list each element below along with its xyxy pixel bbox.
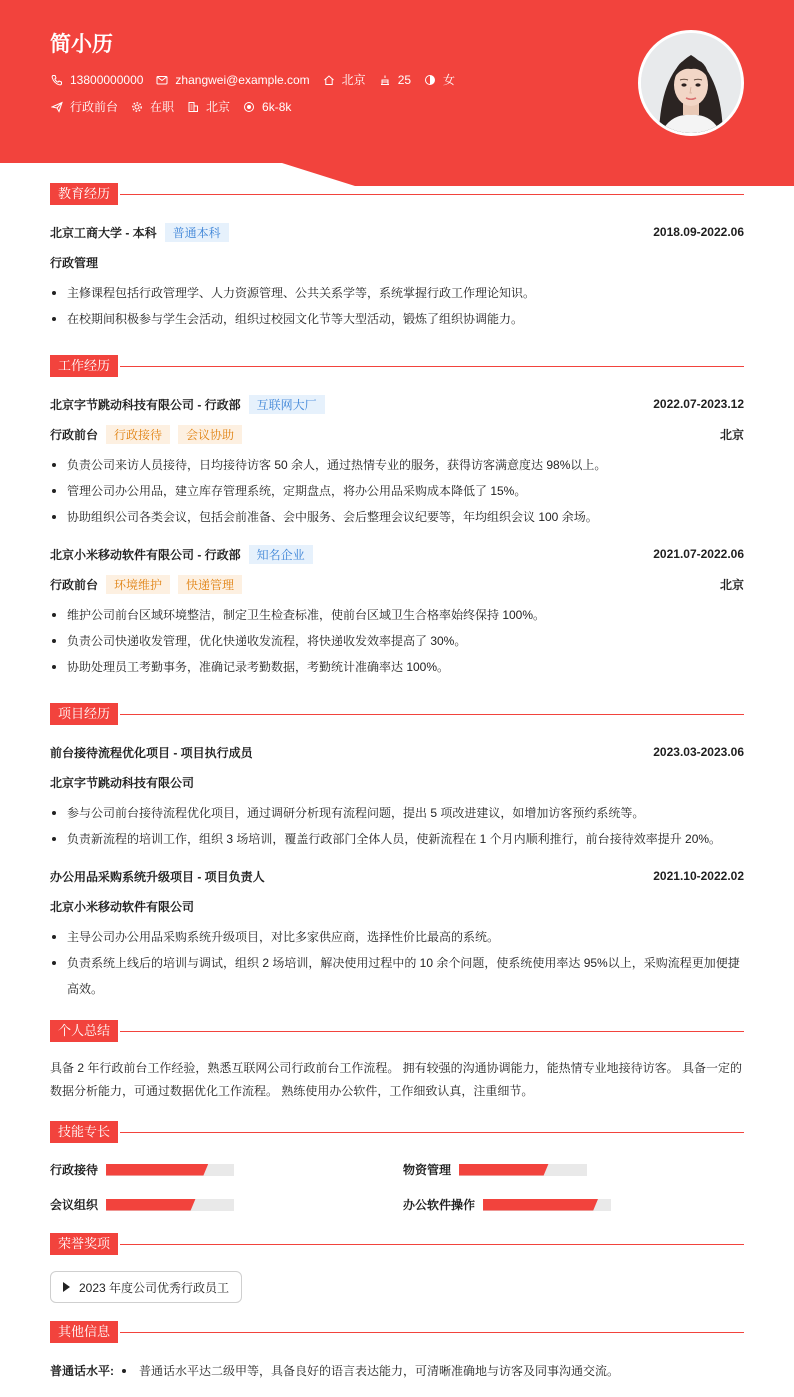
- education-entry-header: [50, 223, 744, 241]
- section-title: 其他信息: [50, 1321, 118, 1343]
- skill-bar: [106, 1164, 234, 1176]
- home-icon: [322, 73, 336, 87]
- skill-bar: [459, 1164, 587, 1176]
- skill-bar: [106, 1199, 234, 1211]
- job-date: 2021.07-2022.06: [653, 547, 744, 561]
- phone-info: [50, 73, 143, 87]
- skill-name: 物资管理: [403, 1163, 452, 1177]
- target-position: 行政前台: [70, 100, 119, 114]
- job-entry-header: [50, 395, 744, 413]
- award-name: 2023 年度公司优秀行政员工: [79, 1280, 230, 1295]
- skill-tag: 快递管理: [178, 575, 242, 594]
- job-role-row: [50, 425, 744, 443]
- section-header: [50, 1020, 744, 1042]
- skill-item: [403, 1163, 744, 1176]
- portrait-image: [641, 33, 741, 133]
- status-info: [130, 98, 174, 115]
- skills-section: [50, 1121, 744, 1211]
- section-title: 个人总结: [50, 1020, 118, 1042]
- section-header: [50, 183, 744, 205]
- skill-bar-fill: [106, 1199, 196, 1211]
- list-item: 负责公司来访人员接待，日均接待访客 50 余人，通过热情专业的服务，获得访客满意度达 98%以上。: [50, 452, 744, 478]
- job-bullets: [50, 602, 744, 680]
- project-bullets: [50, 800, 744, 852]
- target-city: 北京: [206, 100, 231, 114]
- city-info: [322, 71, 366, 88]
- section-header: [50, 1321, 744, 1343]
- skill-item: [403, 1198, 744, 1211]
- project-date: 2021.10-2022.02: [653, 869, 744, 883]
- skill-name: 会议组织: [50, 1198, 99, 1212]
- project-name: 前台接待流程优化项目 - 项目执行成员: [50, 745, 253, 760]
- section-header: [50, 703, 744, 725]
- section-divider: [120, 366, 744, 367]
- phone-icon: [50, 73, 64, 87]
- job-intent-row: [50, 98, 303, 115]
- play-icon: [63, 1282, 70, 1292]
- awards-section: [50, 1233, 744, 1303]
- project-entry-header: [50, 743, 744, 761]
- mail-icon: [155, 73, 169, 87]
- expected-salary: 6k-8k: [262, 99, 292, 114]
- list-item: 负责公司快递收发管理，优化快递收发流程，将快递收发效率提高了 30%。: [50, 628, 744, 654]
- avatar: [638, 30, 744, 136]
- gear-icon: [130, 100, 144, 114]
- position-info: [50, 98, 118, 115]
- school-name: 北京工商大学 - 本科: [50, 225, 157, 240]
- building-icon: [186, 100, 200, 114]
- other-info-value: 普通话水平达二级甲等，具备良好的语言表达能力，可清晰准确地与访客及同事沟通交流。: [139, 1364, 620, 1378]
- section-title: 工作经历: [50, 355, 118, 377]
- summary-section: [50, 1020, 744, 1103]
- job-role: 行政前台: [50, 577, 99, 592]
- city: 北京: [341, 73, 366, 87]
- list-item: 协助处理员工考勤事务，准确记录考勤数据，考勤统计准确率达 100%。: [50, 654, 744, 680]
- project-company: 北京小米移动软件有限公司: [50, 899, 195, 914]
- section-divider: [120, 194, 744, 195]
- list-item: 在校期间积极参与学生会活动，组织过校园文化节等大型活动，锻炼了组织协调能力。: [50, 306, 744, 332]
- skill-bar-fill: [106, 1164, 208, 1176]
- gender-icon: [423, 73, 437, 87]
- skill-item: [50, 1198, 403, 1211]
- project-entry-header: [50, 867, 744, 885]
- education-section: [50, 183, 744, 332]
- section-divider: [120, 1332, 744, 1333]
- company-name: 北京字节跳动科技有限公司 - 行政部: [50, 397, 241, 412]
- other-section: [50, 1321, 744, 1379]
- company-tag: 知名企业: [249, 545, 313, 564]
- job-bullets: [50, 452, 744, 530]
- skill-bar-fill: [459, 1164, 549, 1176]
- contact-row: [50, 71, 467, 88]
- education-bullets: [50, 280, 744, 332]
- section-divider: [120, 1244, 744, 1245]
- list-item: 负责新流程的培训工作，组织 3 场培训，覆盖行政部门全体人员，使新流程在 1 个月内顺利推行，前台接待效率提升 20%。: [50, 826, 744, 852]
- list-item: 协助组织公司各类会议，包括会前准备、会中服务、会后整理会议纪要等，年均组织会议 100 余场。: [50, 504, 744, 530]
- list-item: 管理公司办公用品，建立库存管理系统，定期盘点，将办公用品采购成本降低了 15%。: [50, 478, 744, 504]
- section-header: [50, 355, 744, 377]
- phone-number: 13800000000: [70, 72, 144, 87]
- job-location: 北京: [719, 427, 744, 442]
- list-item: 维护公司前台区域环境整洁，制定卫生检查标准，使前台区域卫生合格率始终保持 100%。: [50, 602, 744, 628]
- section-title: 技能专长: [50, 1121, 118, 1143]
- skill-bar: [483, 1199, 611, 1211]
- list-item: 主导公司办公用品采购系统升级项目，对比多家供应商，选择性价比最高的系统。: [50, 924, 744, 950]
- email-address: zhangwei@example.com: [175, 72, 310, 87]
- work-section: [50, 355, 744, 680]
- resume-header: [0, 0, 794, 186]
- section-title: 项目经历: [50, 703, 118, 725]
- project-date: 2023.03-2023.06: [653, 745, 744, 759]
- summary-text: 具备 2 年行政前台工作经验，熟悉互联网公司行政前台工作流程。 拥有较强的沟通协调能力，能热情专业地接待访客。 具备一定的数据分析能力，可通过数据优化工作流程。 熟练使用办公软件，工作细致认真，注重细节。: [50, 1061, 743, 1098]
- skill-name: 办公软件操作: [403, 1198, 476, 1212]
- age-icon: [378, 73, 392, 87]
- other-info-item: [50, 1362, 744, 1379]
- section-title: 荣誉奖项: [50, 1233, 118, 1255]
- section-divider: [120, 1031, 744, 1032]
- gender: 女: [443, 73, 456, 87]
- salary-info: [242, 100, 291, 114]
- education-date: 2018.09-2022.06: [653, 225, 744, 239]
- send-icon: [50, 100, 64, 114]
- skill-tag: 会议协助: [178, 425, 242, 444]
- section-header: [50, 1233, 744, 1255]
- company-name: 北京小米移动软件有限公司 - 行政部: [50, 547, 241, 562]
- school-tag: 普通本科: [165, 223, 229, 242]
- project-company: 北京字节跳动科技有限公司: [50, 775, 195, 790]
- section-divider: [120, 714, 744, 715]
- list-item: 负责系统上线后的培训与调试，组织 2 场培训，解决使用过程中的 10 余个问题，使系统使用率达 95%以上，采购流程更加便捷高效。: [50, 950, 744, 1002]
- projects-section: [50, 703, 744, 1002]
- job-role-row: [50, 575, 744, 593]
- section-divider: [120, 1132, 744, 1133]
- job-role: 行政前台: [50, 427, 99, 442]
- job-status: 在职: [150, 100, 175, 114]
- project-bullets: [50, 924, 744, 1002]
- major: 行政管理: [50, 255, 99, 270]
- list-item: 主修课程包括行政管理学、人力资源管理、公共关系学等，系统掌握行政工作理论知识。: [50, 280, 744, 306]
- list-item: 参与公司前台接待流程优化项目，通过调研分析现有流程问题，提出 5 项改进建议，如增加访客预约系统等。: [50, 800, 744, 826]
- skill-tag: 环境维护: [106, 575, 170, 594]
- other-info-key: 普通话水平:: [50, 1364, 114, 1378]
- target-icon: [242, 100, 256, 114]
- job-entry-header: [50, 545, 744, 563]
- skill-tag: 行政接待: [106, 425, 170, 444]
- email-info: [155, 73, 309, 87]
- bullet-dot: [122, 1369, 126, 1373]
- age: 25: [397, 72, 412, 87]
- job-date: 2022.07-2023.12: [653, 397, 744, 411]
- company-tag: 互联网大厂: [249, 395, 325, 414]
- target-city-info: [186, 98, 230, 115]
- skill-item: [50, 1163, 403, 1176]
- award-item: [50, 1271, 242, 1303]
- skill-name: 行政接待: [50, 1163, 99, 1177]
- gender-info: [423, 71, 455, 88]
- skill-bar-fill: [483, 1199, 598, 1211]
- section-title: 教育经历: [50, 183, 118, 205]
- job-location: 北京: [719, 577, 744, 592]
- candidate-name: 简小历: [50, 33, 113, 56]
- project-name: 办公用品采购系统升级项目 - 项目负责人: [50, 869, 265, 884]
- section-header: [50, 1121, 744, 1143]
- skills-grid: [50, 1163, 744, 1211]
- age-info: [378, 73, 411, 87]
